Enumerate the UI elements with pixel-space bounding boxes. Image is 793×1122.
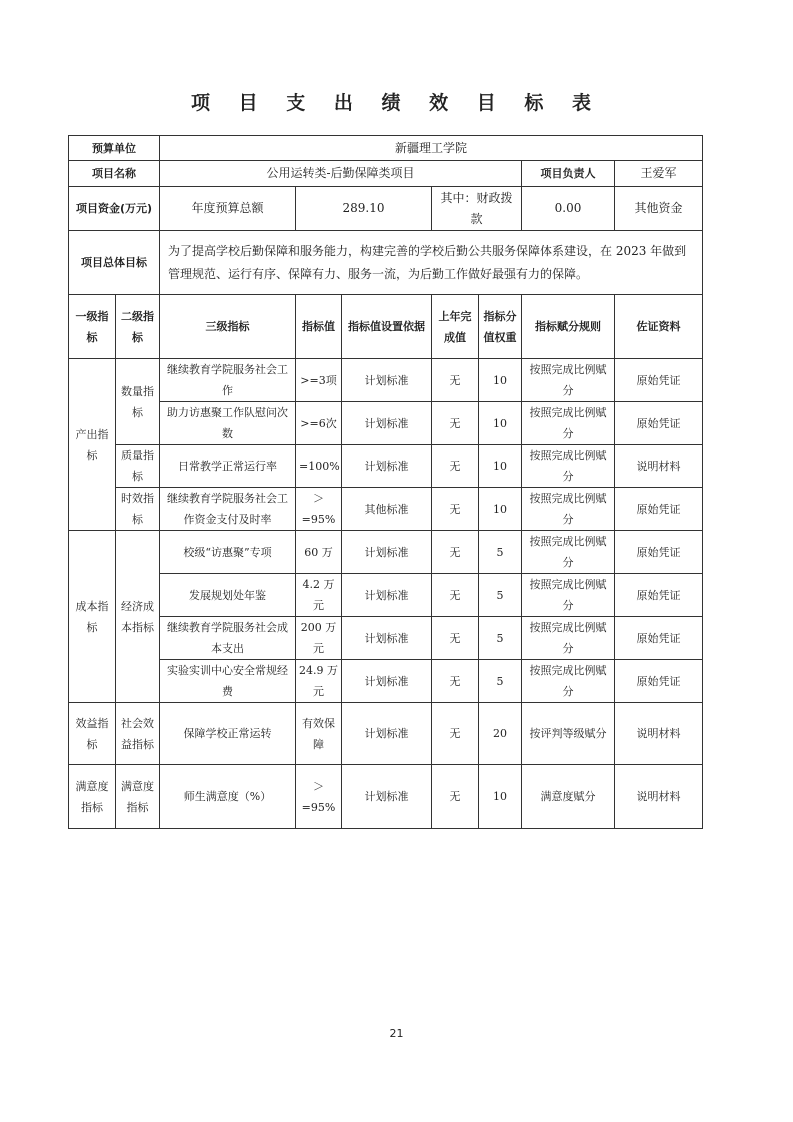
indicator-value: >=6次	[296, 402, 342, 445]
indicator-weight: 20	[479, 703, 522, 765]
scoring-rule: 满意度赋分	[522, 765, 615, 829]
overall-goal-label: 项目总体目标	[69, 231, 160, 295]
level3-indicator: 继续教育学院服务社会工作资金支付及时率	[160, 488, 296, 531]
last-year-value: 无	[432, 445, 479, 488]
level2-indicator: 数量指标	[116, 359, 160, 445]
indicator-row	[69, 402, 703, 445]
evidence: 原始凭证	[615, 488, 703, 531]
indicator-weight: 5	[479, 617, 522, 660]
indicator-basis: 其他标准	[342, 488, 432, 531]
project-funds-row	[69, 187, 703, 231]
level3-indicator: 日常教学正常运行率	[160, 445, 296, 488]
project-name-value: 公用运转类-后勤保障类项目	[160, 161, 522, 187]
level1-indicator: 效益指标	[69, 703, 116, 765]
indicator-value: 200 万元	[296, 617, 342, 660]
header-weight: 指标分值权重	[479, 295, 522, 359]
last-year-value: 无	[432, 617, 479, 660]
scoring-rule: 按照完成比例赋分	[522, 574, 615, 617]
indicator-weight: 10	[479, 402, 522, 445]
evidence: 说明材料	[615, 445, 703, 488]
fiscal-allocation-value: 0.00	[522, 187, 615, 231]
indicator-row	[69, 765, 703, 829]
scoring-rule: 按照完成比例赋分	[522, 359, 615, 402]
indicator-basis: 计划标准	[342, 765, 432, 829]
level2-indicator: 质量指标	[116, 445, 160, 488]
page-title: 项 目 支 出 绩 效 目 标 表	[191, 92, 602, 114]
evidence: 原始凭证	[615, 402, 703, 445]
last-year-value: 无	[432, 703, 479, 765]
evidence: 说明材料	[615, 765, 703, 829]
last-year-value: 无	[432, 531, 479, 574]
level3-indicator: 发展规划处年鉴	[160, 574, 296, 617]
indicator-row	[69, 531, 703, 574]
indicator-row	[69, 445, 703, 488]
level2-indicator: 满意度指标	[116, 765, 160, 829]
header-rule: 指标赋分规则	[522, 295, 615, 359]
indicator-weight: 10	[479, 359, 522, 402]
level2-indicator: 经济成本指标	[116, 531, 160, 703]
indicator-basis: 计划标准	[342, 359, 432, 402]
project-owner-value: 王爱军	[615, 161, 703, 187]
level2-indicator: 时效指标	[116, 488, 160, 531]
scoring-rule: 按照完成比例赋分	[522, 660, 615, 703]
level1-indicator: 满意度指标	[69, 765, 116, 829]
performance-target-table	[68, 135, 703, 829]
level3-indicator: 继续教育学院服务社会工作	[160, 359, 296, 402]
header-last-year: 上年完成值	[432, 295, 479, 359]
indicator-row	[69, 488, 703, 531]
indicator-value: ＞=95%	[296, 765, 342, 829]
indicator-basis: 计划标准	[342, 660, 432, 703]
last-year-value: 无	[432, 488, 479, 531]
indicator-basis: 计划标准	[342, 703, 432, 765]
indicator-value: >=3项	[296, 359, 342, 402]
header-level1: 一级指标	[69, 295, 116, 359]
fiscal-allocation-label: 其中：财政拨款	[432, 187, 522, 231]
last-year-value: 无	[432, 660, 479, 703]
indicator-weight: 10	[479, 488, 522, 531]
level1-indicator: 产出指标	[69, 359, 116, 531]
indicator-value: 有效保障	[296, 703, 342, 765]
evidence: 原始凭证	[615, 617, 703, 660]
indicator-value: 60 万	[296, 531, 342, 574]
indicator-row	[69, 574, 703, 617]
indicator-value: =100%	[296, 445, 342, 488]
indicator-basis: 计划标准	[342, 574, 432, 617]
indicator-value: 24.9 万元	[296, 660, 342, 703]
level1-indicator: 成本指标	[69, 531, 116, 703]
evidence: 原始凭证	[615, 660, 703, 703]
last-year-value: 无	[432, 574, 479, 617]
indicator-weight: 10	[479, 445, 522, 488]
annual-budget-value: 289.10	[296, 187, 432, 231]
indicator-weight: 5	[479, 660, 522, 703]
indicator-row	[69, 617, 703, 660]
last-year-value: 无	[432, 765, 479, 829]
indicator-basis: 计划标准	[342, 531, 432, 574]
indicator-header-row	[69, 295, 703, 359]
budget-unit-label: 预算单位	[69, 136, 160, 161]
indicator-basis: 计划标准	[342, 402, 432, 445]
indicator-weight: 5	[479, 574, 522, 617]
header-level2: 二级指标	[116, 295, 160, 359]
indicator-weight: 5	[479, 531, 522, 574]
last-year-value: 无	[432, 402, 479, 445]
indicator-row	[69, 703, 703, 765]
indicator-basis: 计划标准	[342, 445, 432, 488]
header-value: 指标值	[296, 295, 342, 359]
level3-indicator: 继续教育学院服务社会成本支出	[160, 617, 296, 660]
scoring-rule: 按照完成比例赋分	[522, 617, 615, 660]
indicator-weight: 10	[479, 765, 522, 829]
evidence: 说明材料	[615, 703, 703, 765]
indicator-row	[69, 660, 703, 703]
scoring-rule: 按照完成比例赋分	[522, 445, 615, 488]
project-name-label: 项目名称	[69, 161, 160, 187]
indicator-basis: 计划标准	[342, 617, 432, 660]
level3-indicator: 实验实训中心安全常规经费	[160, 660, 296, 703]
scoring-rule: 按照完成比例赋分	[522, 402, 615, 445]
evidence: 原始凭证	[615, 531, 703, 574]
project-funds-label: 项目资金(万元)	[69, 187, 160, 231]
budget-unit-row	[69, 136, 703, 161]
scoring-rule: 按照完成比例赋分	[522, 488, 615, 531]
project-name-row	[69, 161, 703, 187]
level3-indicator: 师生满意度（%）	[160, 765, 296, 829]
indicator-value: 4.2 万元	[296, 574, 342, 617]
page-number: 21	[389, 1027, 404, 1040]
header-evidence: 佐证资料	[615, 295, 703, 359]
annual-budget-label: 年度预算总额	[160, 187, 296, 231]
evidence: 原始凭证	[615, 574, 703, 617]
indicator-row	[69, 359, 703, 402]
level3-indicator: 校级“访惠聚”专项	[160, 531, 296, 574]
overall-goal-row	[69, 231, 703, 295]
level3-indicator: 保障学校正常运转	[160, 703, 296, 765]
header-level3: 三级指标	[160, 295, 296, 359]
other-funds-label: 其他资金	[615, 187, 703, 231]
project-owner-label: 项目负责人	[522, 161, 615, 187]
level3-indicator: 助力访惠聚工作队慰问次数	[160, 402, 296, 445]
overall-goal-text: 为了提高学校后勤保障和服务能力，构建完善的学校后勤公共服务保障体系建设，在 2023 年做到管理规范、运行有序、保障有力、服务一流，为后勤工作做好最强有力的保障。	[160, 231, 703, 295]
budget-unit-value: 新疆理工学院	[160, 136, 703, 161]
level2-indicator: 社会效益指标	[116, 703, 160, 765]
last-year-value: 无	[432, 359, 479, 402]
scoring-rule: 按照完成比例赋分	[522, 531, 615, 574]
evidence: 原始凭证	[615, 359, 703, 402]
indicator-value: ＞=95%	[296, 488, 342, 531]
header-basis: 指标值设置依据	[342, 295, 432, 359]
scoring-rule: 按评判等级赋分	[522, 703, 615, 765]
